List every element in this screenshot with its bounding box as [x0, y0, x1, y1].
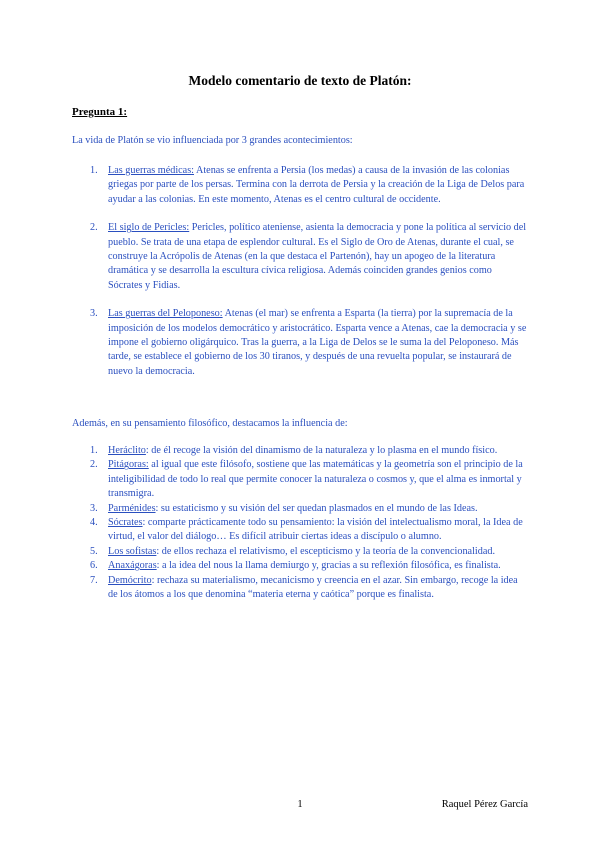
list-number: 2.: [90, 459, 98, 471]
list-number: 1.: [90, 165, 98, 176]
list-text: : de ellos rechaza el relativismo, el escepticismo y la teoría de la convencionalidad.: [156, 545, 495, 557]
list-term: Demócrito: [108, 574, 152, 586]
list-number: 6.: [90, 560, 98, 572]
intro-paragraph-1: La vida de Platón se vio influenciada por 3 grandes acontecimientos:: [72, 135, 353, 146]
list-item: [90, 221, 528, 293]
list-number: 1.: [90, 445, 98, 456]
list-text: Pericles, político ateniense, asienta la democracia y pone la política al servicio del pueblo. Se trata de una etapa de esplendor cultural. Es el Siglo de Oro de Atenas, durante el cual, se construye la Acrópolis de Atenas (en la que destaca el Partenón), hay un apogeo de la literatura dramática y se desarrolla la escultura cívica religiosa. Además coinciden grandes genios como Sócrates y Fidias.: [108, 222, 527, 291]
list-text: : rechaza su materialismo, mecanicismo y creencia en el azar. Sin embargo, recoge la idea de los átomos a los que denomina “materia eterna y caótica” porque es finalista.: [108, 574, 518, 601]
document-title: Modelo comentario de texto de Platón:: [188, 73, 412, 88]
list-term: Heráclito: [108, 445, 146, 456]
list-item: [90, 502, 528, 516]
list-term: Pitágoras:: [108, 459, 149, 471]
list-number: 4.: [90, 517, 98, 529]
list-item: [90, 458, 528, 501]
list-text: : a la idea del nous la llama demiurgo y, gracias a su reflexión filosófica, es finalista.: [156, 560, 501, 572]
events-list: [90, 164, 528, 393]
list-item: [90, 559, 528, 573]
list-term: Anaxágoras: [108, 560, 157, 572]
page-number: 1: [297, 799, 303, 810]
list-term: Parménides: [108, 502, 156, 514]
list-text: Atenas (el mar) se enfrenta a Esparta (la tierra) por la supremacía de la imposición de los modelos democrático y aristocrático. Esparta vence a Atenas, cae la democracia y se impone el gobierno oligárquico. Tras la guerra, a la Liga de Delos se le suma la del Peloponeso. Más tarde, se establece el gobierno de los 30 tiranos, y después de una revuelta popular, se instaurará de nuevo la democracia.: [108, 308, 527, 377]
list-text: : de él recoge la visión del dinamismo de la naturaleza y lo plasma en el mundo físico.: [145, 445, 498, 456]
list-text: al igual que este filósofo, sostiene que las matemáticas y la geometría son el principio de la inteligibilidad de todo lo real que permite conocer la naturaleza o cosmos y, que el alma es inmortal y transmigra.: [108, 459, 523, 500]
section-heading: Pregunta 1:: [72, 106, 128, 118]
list-item: [90, 516, 528, 545]
list-number: 5.: [90, 545, 98, 557]
footer-author: Raquel Pérez García: [441, 799, 528, 810]
list-item: [90, 545, 528, 559]
list-term: Las guerras médicas:: [108, 165, 194, 176]
list-item: [90, 164, 528, 207]
list-text: Atenas se enfrenta a Persia (los medas) a causa de la invasión de las colonias griegas por parte de los persas. Termina con la derrota de Persia y la creación de la Liga de Delos para ayudar a las colonias. En este momento, Atenas es el centro cultural de occidente.: [108, 165, 525, 205]
list-term: Los sofistas: [108, 545, 157, 557]
intro-paragraph-2: Además, en su pensamiento filosófico, destacamos la influencia de:: [72, 418, 348, 429]
list-number: 3.: [90, 308, 98, 320]
list-text: : comparte prácticamente todo su pensamiento: la visión del intelectualismo moral, la Idea de virtud, el valor del diálogo… Es difícil atribuir ciertas ideas a discípulo o alumno.: [108, 517, 523, 543]
list-number: 7.: [90, 574, 98, 586]
list-term: El siglo de Pericles:: [108, 222, 190, 234]
influences-list: [90, 444, 528, 602]
list-item: [90, 444, 528, 458]
list-item: [90, 574, 528, 603]
list-term: Las guerras del Peloponeso:: [108, 308, 223, 320]
list-item: [90, 307, 528, 379]
list-term: Sócrates: [108, 517, 143, 529]
list-number: 2.: [90, 222, 98, 234]
list-text: : su estaticismo y su visión del ser quedan plasmados en el mundo de las Ideas.: [155, 502, 478, 514]
list-number: 3.: [90, 502, 98, 514]
